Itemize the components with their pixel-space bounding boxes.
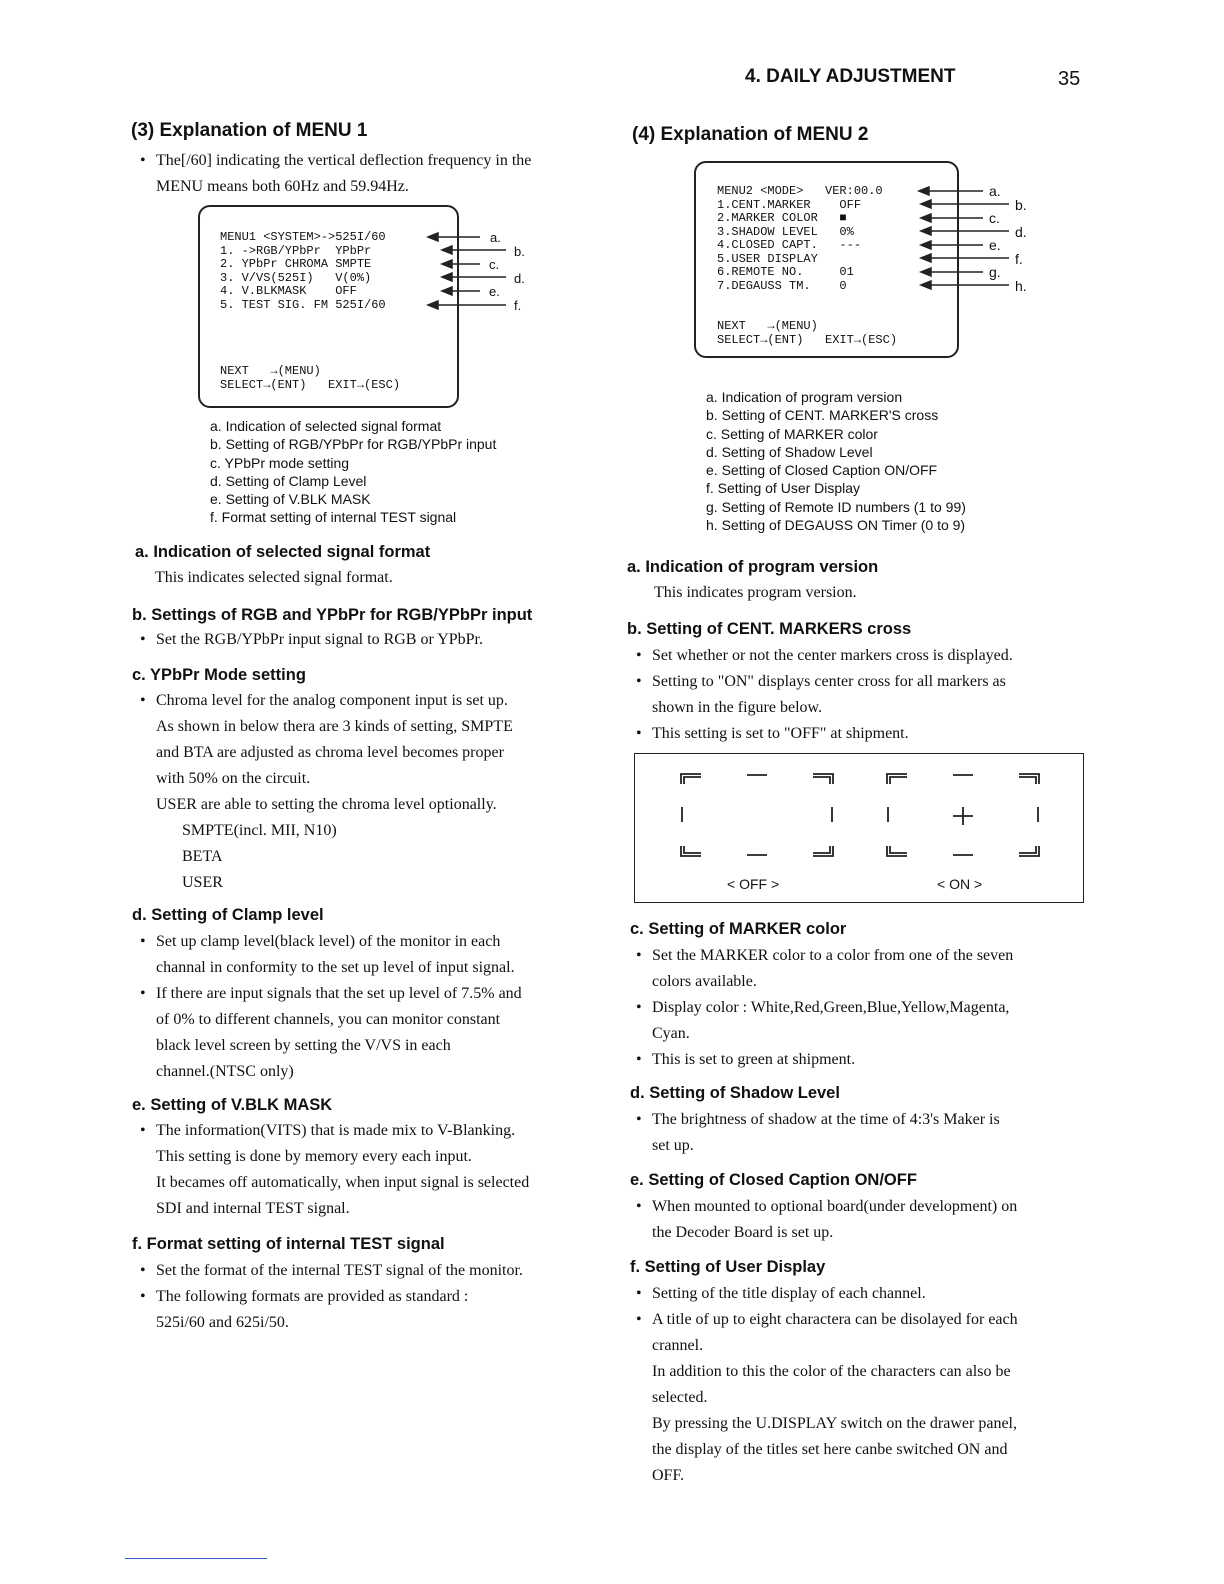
bullet-cont: SDI and internal TEST signal. [156,1200,350,1217]
bullet-cont: set up. [652,1137,694,1154]
bullet-cont: of 0% to different channels, you can monitor constant [156,1011,501,1028]
bullet-cont: This setting is done by memory every each input. [156,1148,472,1165]
menu2-line: 2.MARKER COLOR ■ [717,211,847,225]
legend-item: b. Setting of RGB/YPbPr for RGB/YPbPr input [210,436,497,453]
bullet-cont: the display of the titles set here canbe switched ON and [652,1441,1008,1458]
vblk-mask-bullets [134,1118,594,1222]
marker-off-label: < OFF > [727,876,780,892]
menu2-line: 7.DEGAUSS TM. 0 [717,278,847,293]
menu2-footer-line: SELECT→(ENT) EXIT→(ESC) [717,333,898,347]
option-item: USER [182,874,223,891]
menu2-callout-arrows [905,180,1025,300]
heading-rgb-ypbpr: b. Settings of RGB and YPbPr for RGB/YPbPr input [132,606,533,624]
bullet-cont: black level screen by setting the V/VS in each [156,1037,451,1054]
legend-item: c. YPbPr mode setting [210,454,350,471]
heading-cent-markers: b. Setting of CENT. MARKERS cross [627,620,912,638]
menu2-callout-label: d. [1015,224,1027,240]
footer-rule [125,1558,267,1559]
bullet-cont: the Decoder Board is set up. [652,1224,834,1241]
menu2-callout-label: f. [1015,251,1023,267]
legend-item: a. Indication of program version [706,389,903,405]
menu2-footer-line: NEXT →(MENU) [717,319,818,333]
bullet: • If there are input signals that the set up level of 7.5% and [134,981,594,1007]
legend-item: h. Setting of DEGAUSS ON Timer (0 to 9) [706,517,966,534]
marker-figure [634,753,1084,903]
text-program-version: This indicates program version. [654,584,857,601]
clamp-level-bullets [134,929,594,1085]
shadow-level-bullets [630,1107,1090,1159]
bullet: • Chroma level for the analog component input is set up. [134,688,594,714]
bullet: • Set the MARKER color to a color from one of the seven [630,943,1090,969]
bullet: • Set up clamp level(black level) of the monitor in each [134,929,594,955]
menu2-line: 6.REMOTE NO. 01 [717,265,854,279]
legend-item: b. Setting of CENT. MARKER'S cross [706,407,939,424]
bullet-cont: As shown in below thera are 3 kinds of setting, SMPTE [156,718,513,735]
menu1-callout-label: b. [514,244,525,259]
bullet: • A title of up to eight charactera can be disolayed for each [630,1307,1090,1333]
menu2-line: 1.CENT.MARKER OFF [717,197,862,212]
menu2-line: 3.SHADOW LEVEL 0% [717,224,854,239]
menu2-callout-label: e. [989,237,1001,253]
menu2-callout-label: g. [989,264,1001,280]
option-item: SMPTE(incl. MII, N10) [182,822,337,839]
menu1-footer-line: SELECT→(ENT) EXIT→(ESC) [220,378,401,392]
left-intro [134,148,594,200]
menu1-callout-label: a. [490,230,501,245]
menu2-callout-label: h. [1015,278,1027,294]
bullet-cont: Cyan. [652,1025,690,1042]
heading-user-display: f. Setting of User Display [630,1258,826,1276]
menu1-line: 1. ->RGB/YPbPr YPbPr [220,243,372,258]
marker-color-bullets [630,943,1090,1073]
page-number: 35 [1058,68,1081,90]
menu1-footer-line: NEXT →(MENU) [220,364,321,378]
heading-vblk-mask: e. Setting of V.BLK MASK [132,1096,333,1114]
test-signal-bullets [134,1258,594,1336]
bullet: • Set the RGB/YPbPr input signal to RGB or YPbPr. [134,627,594,653]
ypbpr-mode-bullets [134,688,594,896]
bullet-cont: with 50% on the circuit. [156,770,311,787]
marker-off-on-diagram [635,754,1085,864]
bullet-cont: selected. [652,1389,708,1406]
running-header: 4. DAILY ADJUSTMENT [745,66,956,87]
legend-item: g. Setting of Remote ID numbers (1 to 99) [706,498,966,515]
text-signal-format: This indicates selected signal format. [155,569,393,586]
menu1-line: 3. V/VS(525I) V(0%) [220,270,372,285]
heading-signal-format: a. Indication of selected signal format [135,543,431,561]
menu1-callout-label: d. [514,271,525,286]
bullet-cont: In addition to this the color of the characters can also be [652,1363,1011,1380]
legend-item: e. Setting of Closed Caption ON/OFF [706,462,938,479]
bullet: • Setting of the title display of each channel. [630,1281,1090,1307]
menu1-line: 2. YPbPr CHROMA SMPTE [220,257,372,271]
menu1-callout-label: f. [514,298,522,313]
legend-item: f. Format setting of internal TEST signal [210,509,457,526]
heading-test-signal: f. Format setting of internal TEST signal [132,1235,445,1253]
bullet: • Set the format of the internal TEST signal of the monitor. [134,1258,594,1284]
menu2-callout-label: a. [989,183,1001,199]
bullet-cont: channal in conformity to the set up level of input signal. [156,959,515,976]
menu2-callout-label: c. [989,210,1000,226]
cent-markers-bullets [630,643,1090,747]
bullet-cont: shown in the figure below. [652,699,823,716]
closed-caption-bullets [630,1194,1090,1246]
bullet: • This setting is set to "OFF" at shipment. [630,721,1090,747]
legend-item: d. Setting of Clamp Level [210,472,367,489]
bullet: • When mounted to optional board(under development) on [630,1194,1090,1220]
bullet-cont: 525i/60 and 625i/50. [156,1314,289,1331]
bullet-cont: and BTA are adjusted as chroma level becomes proper [156,744,504,761]
legend-item: c. Setting of MARKER color [706,425,878,442]
bullet-cont: colors available. [652,973,757,990]
left-intro-bullet: • The[/60] indicating the vertical deflection frequency in the MENU means both 60Hz and 59.94Hz. [134,148,594,200]
heading-closed-caption: e. Setting of Closed Caption ON/OFF [630,1171,917,1189]
bullet: • The following formats are provided as standard : [134,1284,594,1310]
right-section-title: (4) Explanation of MENU 2 [632,124,869,145]
heading-clamp-level: d. Setting of Clamp level [132,906,324,924]
bullet: • Setting to "ON" displays center cross for all markers as [630,669,1090,695]
bullet-cont: USER are able to setting the chroma level optionally. [156,796,497,813]
user-display-bullets [630,1281,1090,1489]
menu1-legend [210,417,496,527]
bullet-cont: channel.(NTSC only) [156,1063,294,1080]
heading-program-version: a. Indication of program version [627,558,879,576]
menu2-line: 4.CLOSED CAPT. --- [717,238,862,252]
heading-shadow-level: d. Setting of Shadow Level [630,1084,840,1102]
heading-marker-color: c. Setting of MARKER color [630,920,847,938]
menu1-line: MENU1 <SYSTEM>->525I/60 [220,230,386,244]
menu1-callout-label: c. [489,257,500,272]
bullet-cont: By pressing the U.DISPLAY switch on the drawer panel, [652,1415,1017,1432]
legend-item: a. Indication of selected signal format [210,418,442,434]
menu1-line: 5. TEST SIG. FM 525I/60 [220,297,386,312]
bullet: • The brightness of shadow at the time of 4:3's Maker is [630,1107,1090,1133]
heading-ypbpr-mode: c. YPbPr Mode setting [132,666,306,684]
legend-item: d. Setting of Shadow Level [706,443,873,460]
menu2-legend [706,388,966,534]
left-section-title: (3) Explanation of MENU 1 [131,120,368,141]
rgb-ypbpr-bullets [134,627,594,653]
legend-item: f. Setting of User Display [706,480,861,497]
marker-on-label: < ON > [937,876,983,892]
menu2-callout-label: b. [1015,197,1027,213]
bullet-cont: crannel. [652,1337,704,1354]
bullet: • This is set to green at shipment. [630,1047,1090,1073]
bullet: • Set whether or not the center markers cross is displayed. [630,643,1090,669]
option-item: BETA [182,848,223,865]
bullet-cont: It becames off automatically, when input signal is selected [156,1174,530,1191]
menu1-callout-label: e. [489,284,500,299]
legend-item: e. Setting of V.BLK MASK [210,491,371,508]
bullet-cont: OFF. [652,1467,685,1484]
menu1-line: 4. V.BLKMASK OFF [220,284,357,298]
menu2-line: 5.USER DISPLAY [717,251,818,266]
menu2-line: MENU2 <MODE> VER:00.0 [717,184,883,198]
bullet: • Display color : White,Red,Green,Blue,Yellow,Magenta, [630,995,1090,1021]
bullet: • The information(VITS) that is made mix to V-Blanking. [134,1118,594,1144]
